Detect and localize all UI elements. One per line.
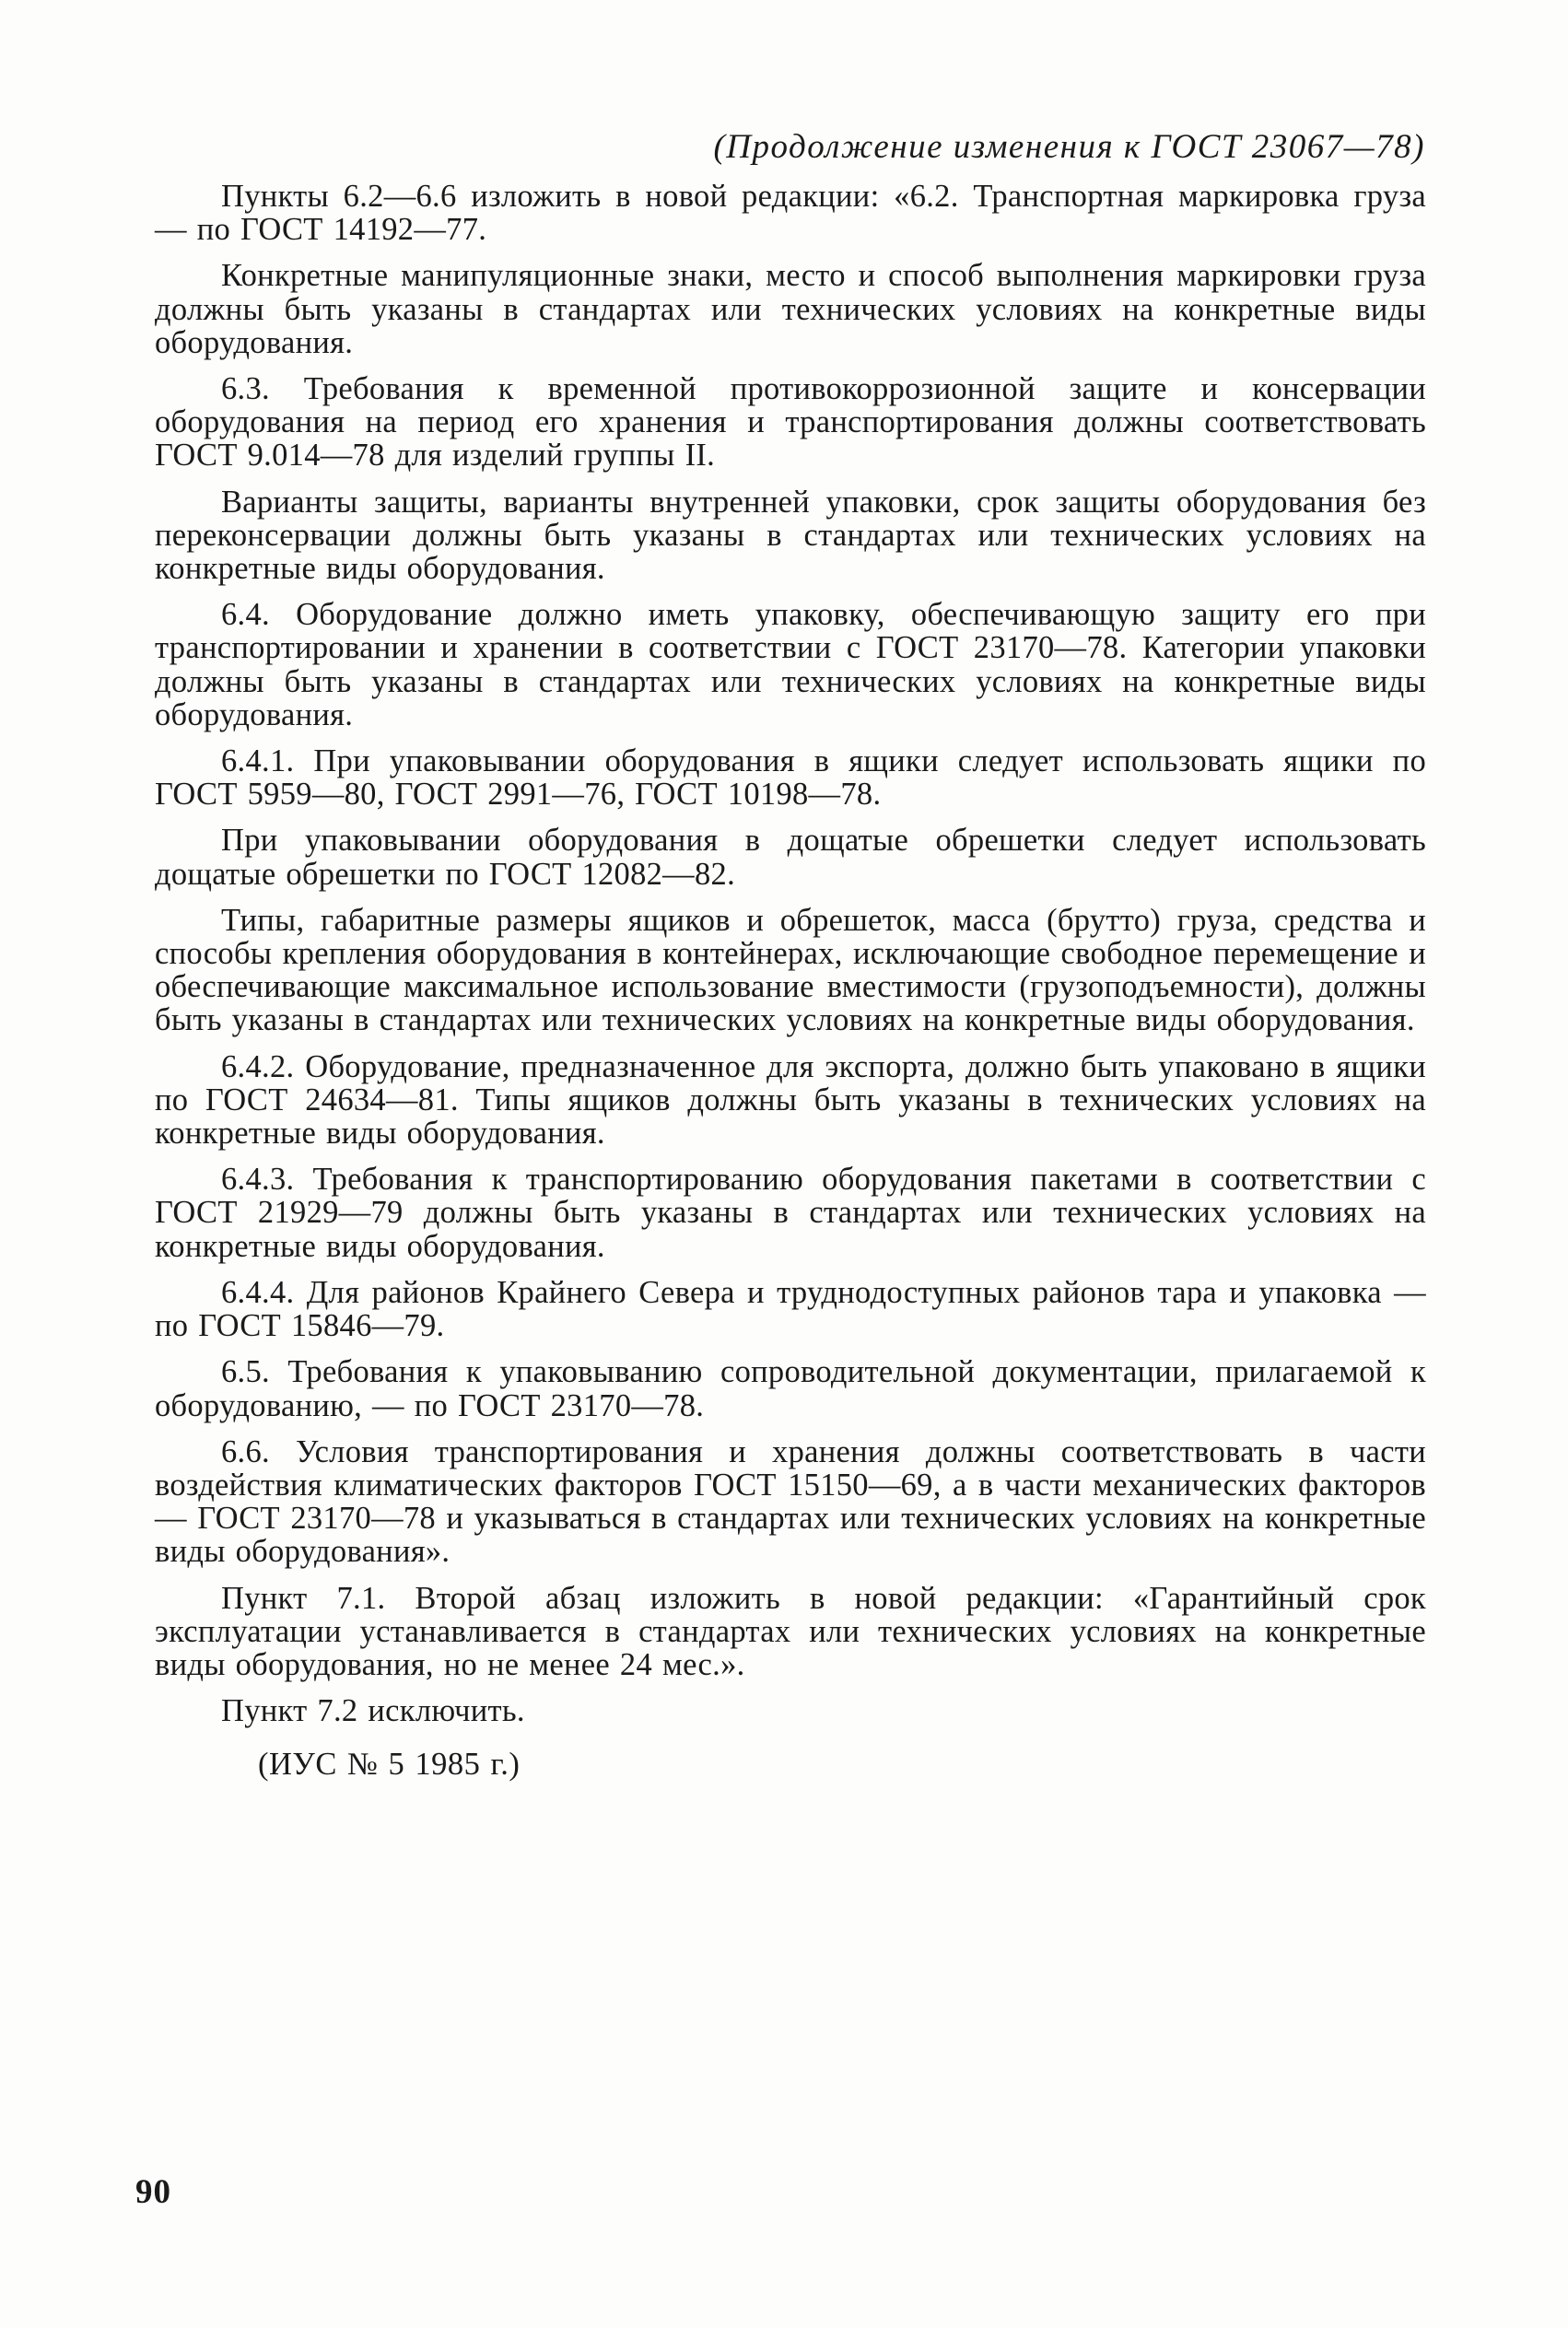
paragraph: Конкретные манипуляционные знаки, место и способ выполнения маркировки груза должны быть указаны в стандартах или технических условиях на конкретные виды оборудования. (155, 258, 1426, 360)
paragraph: Пункты 6.2—6.6 изложить в новой редакции: «6.2. Транспортная маркировка груза — по ГОСТ 14192—77. (155, 179, 1426, 248)
paragraph: Варианты защиты, варианты внутренней упаковки, срок защиты оборудования без переконсервации должны быть указаны в стандартах или технических условиях на конкретные виды оборудования. (155, 484, 1426, 587)
continuation-header: (Продолжение изменения к ГОСТ 23067—78) (713, 128, 1425, 166)
paragraph: 6.4.4. Для районов Крайнего Севера и труднодоступных районов тара и упаковка — по ГОСТ 15846—79. (155, 1274, 1426, 1344)
paragraph: Пункт 7.1. Второй абзац изложить в новой редакции: «Гарантийный срок эксплуатации устанавливается в стандартах или технических условиях на конкретные виды оборудования, но не менее 24 мес.». (155, 1580, 1426, 1682)
paragraph: 6.5. Требования к упаковыванию сопроводительной документации, прилагаемой к оборудованию, — по ГОСТ 23170—78. (155, 1354, 1426, 1423)
paragraph: 6.4.2. Оборудование, предназначенное для экспорта, должно быть упаковано в ящики по ГОСТ 24634—81. Типы ящиков должны быть указаны в технических условиях на конкретные виды оборудования. (155, 1048, 1426, 1152)
paragraph: 6.6. Условия транспортирования и хранения должны соответствовать в части воздействия климатических факторов ГОСТ 15150—69, а в части механических факторов — ГОСТ 23170—78 и указываться в стандартах или технических условиях на конкретные виды оборудования». (155, 1433, 1426, 1570)
paragraph: 6.4.3. Требования к транспортированию оборудования пакетами в соответствии с ГОСТ 21929—79 должны быть указаны в стандартах или технических условиях на конкретные виды оборудования. (155, 1162, 1426, 1264)
page-number: 90 (135, 2173, 171, 2211)
paragraph: 6.4. Оборудование должно иметь упаковку, обеспечивающую защиту его при транспортировании и хранении в соответствии с ГОСТ 23170—78. Категории упаковки должны быть указаны в стандартах или технических условиях на конкретные виды оборудования. (155, 597, 1426, 732)
paragraph: Пункт 7.2 исключить. (221, 1693, 525, 1729)
document-body (155, 180, 1426, 1795)
paragraph: При упаковывании оборудования в дощатые обрешетки следует использовать дощатые обрешетки по ГОСТ 12082—82. (155, 823, 1426, 892)
source-reference: (ИУС № 5 1985 г.) (258, 1747, 521, 1783)
paragraph: Типы, габаритные размеры ящиков и обрешеток, масса (брутто) груза, средства и способы крепления оборудования в контейнерах, исключающие свободное перемещение и обеспечивающие максимальное использование вместимости (грузоподъемности), должны быть указаны в стандартах или технических условиях на конкретные виды оборудования. (155, 902, 1426, 1038)
paragraph: 6.3. Требования к временной противокоррозионной защите и консервации оборудования на период его хранения и транспортирования должны соответствовать ГОСТ 9.014—78 для изделий группы II. (155, 371, 1426, 474)
paragraph: 6.4.1. При упаковывании оборудования в ящики следует использовать ящики по ГОСТ 5959—80, ГОСТ 2991—76, ГОСТ 10198—78. (155, 743, 1426, 813)
